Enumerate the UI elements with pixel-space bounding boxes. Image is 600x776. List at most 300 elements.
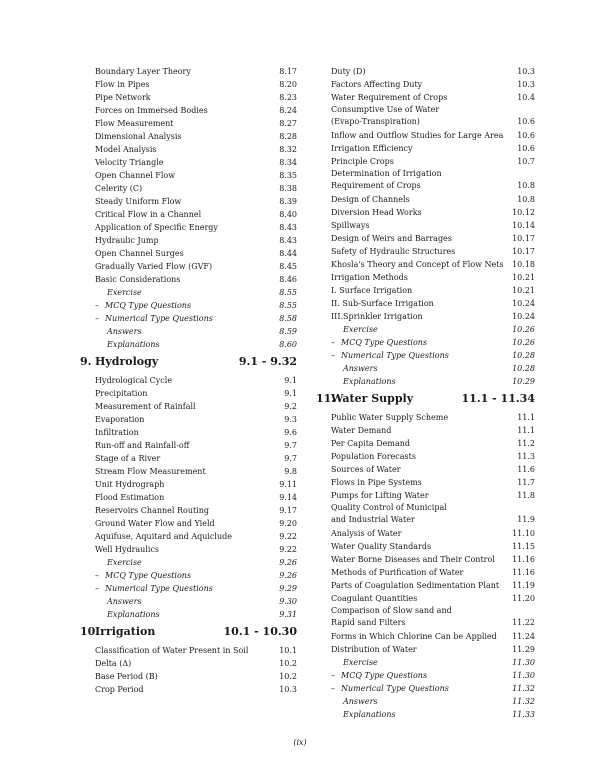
entry-page: 10.28 bbox=[512, 364, 535, 373]
entry-page: 9.22 bbox=[279, 532, 297, 541]
entry-page: 11.2 bbox=[517, 439, 535, 448]
entry-page: 10.24 bbox=[512, 299, 535, 308]
toc-entry bbox=[316, 115, 535, 129]
toc-entry bbox=[316, 489, 535, 502]
entry-title: II. Sub-Surface Irrigation bbox=[331, 299, 434, 308]
entry-title: Ground Water Flow and Yield bbox=[95, 519, 215, 528]
entry-page: 10.17 bbox=[512, 247, 535, 256]
entry-page: 11.1 bbox=[517, 426, 535, 435]
entry-page: 10.29 bbox=[512, 377, 535, 386]
toc-entry bbox=[316, 104, 535, 115]
entry-title: Coagulant Quantities bbox=[331, 594, 418, 603]
toc-entry bbox=[316, 656, 535, 669]
toc-entry bbox=[316, 155, 535, 168]
entry-title: Factors Affecting Duty bbox=[331, 80, 423, 89]
entry-title: Stage of a River bbox=[95, 454, 161, 463]
entry-title: Gradually Varied Flow (GVF) bbox=[95, 262, 213, 271]
entry-page: 8.17 bbox=[279, 67, 297, 76]
entry-page: 11.9 bbox=[517, 515, 535, 524]
toc-entry bbox=[316, 219, 535, 232]
entry-title: Design of Weirs and Barrages bbox=[331, 234, 452, 243]
toc-entry bbox=[316, 310, 535, 323]
toc-entry bbox=[80, 104, 297, 117]
toc-right-column bbox=[316, 65, 535, 721]
toc-entry bbox=[80, 91, 297, 104]
toc-entry bbox=[80, 465, 297, 478]
entry-page: 9.2 bbox=[284, 402, 297, 411]
entry-title: Analysis of Water bbox=[331, 529, 402, 538]
entry-page: 9.29 bbox=[279, 584, 297, 593]
entry-page: 8.32 bbox=[279, 145, 297, 154]
entry-page: 10.6 bbox=[517, 117, 535, 126]
entry-page: 9.8 bbox=[284, 467, 297, 476]
entry-title: Flows in Pipe Systems bbox=[331, 478, 422, 487]
toc-entry bbox=[316, 616, 535, 630]
entry-page: 10.1 bbox=[279, 646, 297, 655]
entry-page: 11.30 bbox=[512, 671, 535, 680]
entry-page: 10.4 bbox=[517, 93, 535, 102]
entry-title: (Evapo-Transpiration) bbox=[331, 117, 420, 126]
entry-page: 11.8 bbox=[517, 491, 535, 500]
entry-title: Exercise bbox=[107, 558, 142, 567]
toc-entry bbox=[316, 450, 535, 463]
entry-title: Water Requirement of Crops bbox=[331, 93, 448, 102]
dash-bullet: – bbox=[331, 338, 335, 347]
toc-entry bbox=[316, 271, 535, 284]
toc-entry bbox=[80, 169, 297, 182]
toc-entry bbox=[316, 193, 535, 206]
entry-title: Principle Crops bbox=[331, 157, 394, 166]
entry-title: Numerical Type Questions bbox=[341, 351, 449, 360]
toc-entry bbox=[80, 260, 297, 273]
entry-title: Boundary Layer Theory bbox=[95, 67, 191, 76]
entry-title: Run-off and Rainfall-off bbox=[95, 441, 190, 450]
entry-page: 9.7 bbox=[284, 454, 297, 463]
toc-entry bbox=[316, 65, 535, 78]
entry-page: 9.22 bbox=[279, 545, 297, 554]
toc-entry bbox=[316, 375, 535, 388]
entry-page: 9.26 bbox=[279, 571, 297, 580]
chapter-heading bbox=[316, 389, 535, 409]
entry-title: Per Capita Demand bbox=[331, 439, 410, 448]
entry-title: MCQ Type Questions bbox=[341, 671, 428, 680]
toc-entry bbox=[80, 478, 297, 491]
entry-title: Rapid sand Filters bbox=[331, 618, 406, 627]
toc-left-column bbox=[80, 65, 297, 696]
toc-entry bbox=[316, 502, 535, 513]
entry-page: 11.16 bbox=[512, 555, 535, 564]
toc-entry bbox=[316, 245, 535, 258]
entry-title: Numerical Type Questions bbox=[341, 684, 449, 693]
entry-page: 9.1 bbox=[284, 376, 297, 385]
toc-entry bbox=[80, 374, 297, 387]
toc-entry bbox=[316, 129, 535, 142]
toc-entry bbox=[80, 195, 297, 208]
entry-page: 8.44 bbox=[279, 249, 297, 258]
toc-entry bbox=[316, 424, 535, 437]
entry-page: 11.1 bbox=[517, 413, 535, 422]
entry-page: 9.1 - 9.32 bbox=[238, 355, 297, 368]
dash-bullet: – bbox=[95, 571, 99, 580]
entry-title: Model Analysis bbox=[95, 145, 157, 154]
entry-title: Answers bbox=[107, 327, 142, 336]
toc-entry bbox=[316, 463, 535, 476]
toc-entry bbox=[316, 78, 535, 91]
entry-page: 10.26 bbox=[512, 338, 535, 347]
toc-entry bbox=[316, 695, 535, 708]
entry-title: Exercise bbox=[343, 658, 378, 667]
entry-title: Explanations bbox=[343, 710, 396, 719]
entry-page: 8.43 bbox=[279, 236, 297, 245]
entry-title: Explanations bbox=[107, 610, 160, 619]
toc-entry bbox=[316, 579, 535, 592]
entry-title: MCQ Type Questions bbox=[105, 301, 192, 310]
entry-title: Exercise bbox=[107, 288, 142, 297]
entry-page: 8.55 bbox=[279, 288, 297, 297]
entry-title: Forces on Immersed Bodies bbox=[95, 106, 208, 115]
entry-page: 11.6 bbox=[517, 465, 535, 474]
entry-page: 10.3 bbox=[517, 67, 535, 76]
toc-entry bbox=[80, 182, 297, 195]
entry-page: 8.28 bbox=[279, 132, 297, 141]
entry-page: 10.17 bbox=[512, 234, 535, 243]
chapter-number: 11. bbox=[316, 392, 336, 405]
toc-entry bbox=[80, 491, 297, 504]
toc-entry bbox=[316, 669, 535, 682]
toc-entry bbox=[316, 592, 535, 605]
toc-entry bbox=[316, 630, 535, 643]
entry-page: 8.20 bbox=[279, 80, 297, 89]
toc-entry bbox=[80, 670, 297, 683]
toc-entry bbox=[316, 179, 535, 193]
entry-title: Classification of Water Present in Soil bbox=[95, 646, 249, 655]
dash-bullet: – bbox=[331, 351, 335, 360]
toc-entry bbox=[316, 349, 535, 362]
dash-bullet: – bbox=[331, 684, 335, 693]
entry-page: 9.3 bbox=[284, 415, 297, 424]
entry-page: 9.26 bbox=[279, 558, 297, 567]
toc-entry bbox=[80, 325, 297, 338]
entry-page: 8.27 bbox=[279, 119, 297, 128]
entry-title: Water Demand bbox=[331, 426, 392, 435]
toc-entry bbox=[316, 682, 535, 695]
toc-entry bbox=[80, 208, 297, 221]
entry-page: 10.26 bbox=[512, 325, 535, 334]
toc-entry bbox=[80, 413, 297, 426]
toc-entry bbox=[80, 517, 297, 530]
toc-entry bbox=[80, 299, 297, 312]
toc-entry bbox=[316, 437, 535, 450]
entry-title: Application of Specific Energy bbox=[95, 223, 218, 232]
chapter-heading bbox=[80, 352, 297, 372]
toc-entry bbox=[80, 312, 297, 325]
toc-entry bbox=[316, 513, 535, 527]
entry-title: Water Quality Standards bbox=[331, 542, 432, 551]
entry-page: 10.24 bbox=[512, 312, 535, 321]
toc-entry bbox=[80, 130, 297, 143]
entry-page: 9.11 bbox=[279, 480, 297, 489]
entry-title: Stream Flow Measurement bbox=[95, 467, 206, 476]
entry-title: Distribution of Water bbox=[331, 645, 417, 654]
entry-title: Basic Considerations bbox=[95, 275, 181, 284]
entry-page: 11.22 bbox=[512, 618, 535, 627]
entry-page: 11.10 bbox=[512, 529, 535, 538]
toc-entry bbox=[316, 362, 535, 375]
entry-page: 9.14 bbox=[279, 493, 297, 502]
entry-title: Pumps for Lifting Water bbox=[331, 491, 429, 500]
entry-title: Explanations bbox=[343, 377, 396, 386]
entry-title: Requirement of Crops bbox=[331, 181, 421, 190]
entry-title: Reservoirs Channel Routing bbox=[95, 506, 210, 515]
entry-title: Safety of Hydraulic Structures bbox=[331, 247, 456, 256]
entry-title: MCQ Type Questions bbox=[341, 338, 428, 347]
entry-page: 9.7 bbox=[284, 441, 297, 450]
entry-page: 9.20 bbox=[279, 519, 297, 528]
entry-title: Well Hydraulics bbox=[95, 545, 160, 554]
entry-page: 11.15 bbox=[512, 542, 535, 551]
entry-page: 8.39 bbox=[279, 197, 297, 206]
toc-entry bbox=[316, 336, 535, 349]
toc-entry bbox=[80, 221, 297, 234]
toc-entry bbox=[80, 117, 297, 130]
toc-entry bbox=[316, 323, 535, 336]
entry-title: Flow in Pipes bbox=[95, 80, 150, 89]
dash-bullet: – bbox=[95, 314, 99, 323]
entry-title: Precipitation bbox=[95, 389, 148, 398]
entry-page: 11.7 bbox=[517, 478, 535, 487]
entry-page: 8.60 bbox=[279, 340, 297, 349]
entry-title: Flood Estimation bbox=[95, 493, 165, 502]
toc-entry bbox=[316, 258, 535, 271]
entry-page: 11.3 bbox=[517, 452, 535, 461]
entry-page: 10.8 bbox=[517, 181, 535, 190]
entry-title: Steady Uniform Flow bbox=[95, 197, 182, 206]
entry-title: Explanations bbox=[107, 340, 160, 349]
dash-bullet: – bbox=[95, 584, 99, 593]
entry-title: Numerical Type Questions bbox=[105, 584, 213, 593]
entry-title: Pipe Network bbox=[95, 93, 151, 102]
entry-title: Inflow and Outflow Studies for Large Area bbox=[331, 131, 504, 140]
entry-page: 8.58 bbox=[279, 314, 297, 323]
entry-page: 10.1 - 10.30 bbox=[223, 625, 297, 638]
toc-entry bbox=[316, 142, 535, 155]
entry-title: Determination of Irrigation bbox=[331, 169, 442, 178]
toc-entry bbox=[316, 91, 535, 104]
entry-page: 8.45 bbox=[279, 262, 297, 271]
chapter-number: 10. bbox=[80, 625, 100, 638]
dash-bullet: – bbox=[95, 301, 99, 310]
entry-title: Open Channel Surges bbox=[95, 249, 184, 258]
entry-page: 8.55 bbox=[279, 301, 297, 310]
entry-title: and Industrial Water bbox=[331, 515, 415, 524]
toc-entry bbox=[316, 708, 535, 721]
entry-page: 10.3 bbox=[279, 685, 297, 694]
entry-title: Parts of Coagulation Sedimentation Plant bbox=[331, 581, 500, 590]
entry-title: Population Forecasts bbox=[331, 452, 416, 461]
toc-entry bbox=[80, 247, 297, 260]
entry-title: Unit Hydrograph bbox=[95, 480, 165, 489]
toc-entry bbox=[316, 540, 535, 553]
toc-entry bbox=[80, 387, 297, 400]
toc-entry bbox=[80, 426, 297, 439]
toc-entry bbox=[80, 338, 297, 351]
entry-title: Answers bbox=[107, 597, 142, 606]
toc-entry bbox=[80, 234, 297, 247]
toc-entry bbox=[316, 566, 535, 579]
entry-page: 8.59 bbox=[279, 327, 297, 336]
entry-title: Answers bbox=[343, 364, 378, 373]
entry-title: Open Channel Flow bbox=[95, 171, 176, 180]
entry-title: Flow Measurement bbox=[95, 119, 174, 128]
entry-page: 9.30 bbox=[279, 597, 297, 606]
entry-title: Numerical Type Questions bbox=[105, 314, 213, 323]
entry-title: I. Surface Irrigation bbox=[331, 286, 413, 295]
entry-title: Irrigation Efficiency bbox=[331, 144, 413, 153]
entry-page: 10.14 bbox=[512, 221, 535, 230]
entry-title: Design of Channels bbox=[331, 195, 410, 204]
entry-title: Quality Control of Municipal bbox=[331, 503, 447, 512]
entry-page: 10.12 bbox=[512, 208, 535, 217]
entry-page: 8.34 bbox=[279, 158, 297, 167]
entry-page: 10.2 bbox=[279, 659, 297, 668]
toc-entry bbox=[316, 168, 535, 179]
toc-entry bbox=[80, 156, 297, 169]
chapter-number: 9. bbox=[80, 355, 92, 368]
entry-page: 10.8 bbox=[517, 195, 535, 204]
entry-page: 9.31 bbox=[279, 610, 297, 619]
toc-entry bbox=[316, 605, 535, 616]
entry-page: 8.43 bbox=[279, 223, 297, 232]
entry-title: Comparison of Slow sand and bbox=[331, 606, 452, 615]
entry-title: Hydrology bbox=[95, 355, 159, 368]
toc-entry bbox=[80, 286, 297, 299]
dash-bullet: – bbox=[331, 671, 335, 680]
entry-page: 8.38 bbox=[279, 184, 297, 193]
entry-title: Infiltration bbox=[95, 428, 139, 437]
entry-title: Sources of Water bbox=[331, 465, 401, 474]
entry-title: Spillways bbox=[331, 221, 370, 230]
entry-title: Irrigation bbox=[95, 625, 156, 638]
toc-entry bbox=[316, 476, 535, 489]
toc-entry bbox=[80, 608, 297, 621]
entry-title: Celerity (C) bbox=[95, 184, 143, 193]
toc-entry bbox=[316, 527, 535, 540]
entry-title: MCQ Type Questions bbox=[105, 571, 192, 580]
toc-entry bbox=[316, 297, 535, 310]
toc-entry bbox=[80, 530, 297, 543]
entry-page: 11.29 bbox=[512, 645, 535, 654]
entry-page: 11.19 bbox=[512, 581, 535, 590]
entry-page: 9.6 bbox=[284, 428, 297, 437]
entry-title: III.Sprinkler Irrigation bbox=[331, 312, 423, 321]
entry-title: Measurement of Rainfall bbox=[95, 402, 196, 411]
entry-page: 10.7 bbox=[517, 157, 535, 166]
toc-entry bbox=[80, 400, 297, 413]
entry-page: 11.30 bbox=[512, 658, 535, 667]
entry-page: 10.21 bbox=[512, 273, 535, 282]
toc-entry bbox=[80, 143, 297, 156]
entry-page: 8.46 bbox=[279, 275, 297, 284]
entry-title: Crop Period bbox=[95, 685, 144, 694]
entry-page: 11.1 - 11.34 bbox=[461, 392, 535, 405]
entry-title: Velocity Triangle bbox=[95, 158, 164, 167]
toc-entry bbox=[80, 556, 297, 569]
toc-entry bbox=[80, 452, 297, 465]
entry-title: Delta (Δ) bbox=[95, 659, 132, 668]
entry-page: 11.24 bbox=[512, 632, 535, 641]
entry-page: 10.2 bbox=[279, 672, 297, 681]
toc-entry bbox=[80, 595, 297, 608]
entry-page: 8.40 bbox=[279, 210, 297, 219]
entry-page: 10.3 bbox=[517, 80, 535, 89]
entry-title: Water Supply bbox=[331, 392, 414, 405]
entry-page: 9.1 bbox=[284, 389, 297, 398]
entry-title: Answers bbox=[343, 697, 378, 706]
entry-title: Base Period (B) bbox=[95, 672, 158, 681]
entry-page: 8.35 bbox=[279, 171, 297, 180]
entry-title: Water Borne Diseases and Their Control bbox=[331, 555, 495, 564]
entry-title: Forms in Which Chlorine Can be Applied bbox=[331, 632, 497, 641]
entry-title: Aquifuse, Aquitard and Aquiclude bbox=[95, 532, 232, 541]
entry-title: Irrigation Methods bbox=[331, 273, 408, 282]
entry-page: 11.32 bbox=[512, 684, 535, 693]
entry-title: Diversion Head Works bbox=[331, 208, 422, 217]
entry-page: 10.6 bbox=[517, 131, 535, 140]
toc-entry bbox=[316, 553, 535, 566]
entry-title: Khosla's Theory and Concept of Flow Nets bbox=[331, 260, 504, 269]
entry-title: Critical Flow in a Channel bbox=[95, 210, 202, 219]
toc-entry bbox=[80, 569, 297, 582]
entry-page: 10.28 bbox=[512, 351, 535, 360]
entry-page: 10.6 bbox=[517, 144, 535, 153]
entry-title: Consumptive Use of Water bbox=[331, 105, 440, 114]
toc-entry bbox=[80, 78, 297, 91]
entry-title: Exercise bbox=[343, 325, 378, 334]
entry-title: Hydrological Cycle bbox=[95, 376, 173, 385]
page-number: (ix) bbox=[293, 738, 307, 747]
entry-page: 10.18 bbox=[512, 260, 535, 269]
entry-page: 11.20 bbox=[512, 594, 535, 603]
entry-page: 11.16 bbox=[512, 568, 535, 577]
entry-page: 10.21 bbox=[512, 286, 535, 295]
toc-entry bbox=[80, 65, 297, 78]
toc-entry bbox=[80, 657, 297, 670]
toc-entry bbox=[316, 206, 535, 219]
toc-entry bbox=[316, 411, 535, 424]
entry-title: Hydraulic Jump bbox=[95, 236, 159, 245]
toc-entry bbox=[80, 504, 297, 517]
entry-page: 11.33 bbox=[512, 710, 535, 719]
entry-title: Methods of Purification of Water bbox=[331, 568, 464, 577]
entry-page: 9.17 bbox=[279, 506, 297, 515]
toc-entry bbox=[80, 582, 297, 595]
entry-title: Duty (D) bbox=[331, 67, 366, 76]
entry-title: Dimensional Analysis bbox=[95, 132, 182, 141]
toc-entry bbox=[316, 232, 535, 245]
toc-entry bbox=[316, 284, 535, 297]
toc-entry bbox=[316, 643, 535, 656]
toc-entry bbox=[80, 683, 297, 696]
entry-title: Evaporation bbox=[95, 415, 145, 424]
entry-page: 11.32 bbox=[512, 697, 535, 706]
entry-title: Public Water Supply Scheme bbox=[331, 413, 449, 422]
entry-page: 8.24 bbox=[279, 106, 297, 115]
toc-entry bbox=[80, 543, 297, 556]
toc-entry bbox=[80, 273, 297, 286]
entry-page: 8.23 bbox=[279, 93, 297, 102]
toc-entry bbox=[80, 644, 297, 657]
chapter-heading bbox=[80, 622, 297, 642]
